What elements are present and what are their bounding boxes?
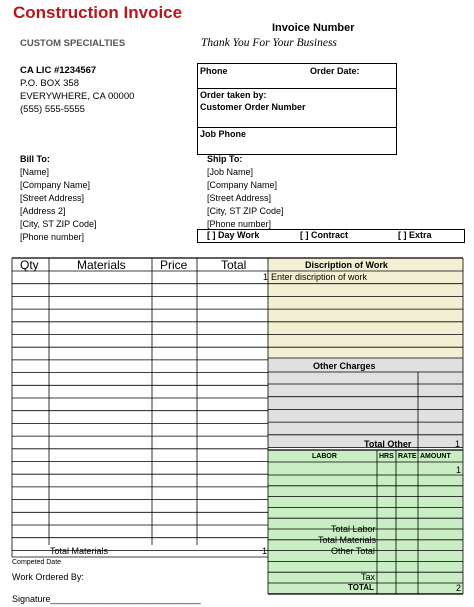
customer-order-number-field[interactable]: Customer Order Number	[200, 102, 306, 112]
tax-label: Tax	[361, 572, 376, 582]
material-row-total: 1	[263, 272, 269, 282]
labor-row-amount: 1	[456, 465, 462, 475]
phone-field[interactable]: Phone	[200, 66, 228, 76]
invoice-number-label: Invoice Number	[272, 22, 355, 34]
total-other-label: Total Other	[364, 439, 412, 449]
bill-to-phone[interactable]: [Phone number]	[20, 232, 85, 242]
order-taken-by-field[interactable]: Order taken by:	[200, 90, 267, 100]
license-number: CA LIC #1234567	[20, 65, 97, 76]
day-work-checkbox[interactable]: [ ] Day Work	[207, 230, 260, 240]
qty-header: Qty	[20, 258, 39, 272]
ship-to-job-name[interactable]: [Job Name]	[207, 167, 254, 177]
bill-to-address2[interactable]: [Address 2]	[20, 206, 66, 216]
ship-to-city[interactable]: [City, ST ZIP Code]	[207, 206, 284, 216]
company-name: CUSTOM SPECIALTIES	[20, 38, 126, 49]
labor-header: LABOR	[312, 453, 337, 460]
company-phone: (555) 555-5555	[20, 104, 85, 115]
total-materials-summary-label: Total Materials	[318, 535, 377, 545]
rate-header: RATE	[398, 453, 417, 460]
invoice-title: Construction Invoice	[13, 3, 183, 22]
price-header: Price	[160, 258, 188, 272]
bill-to-name[interactable]: [Name]	[20, 167, 50, 177]
hrs-header: HRS	[379, 453, 394, 460]
other-total-label: Other Total	[331, 546, 375, 556]
completed-date-label[interactable]: Competed Date	[12, 559, 62, 566]
city-state-zip: EVERYWHERE, CA 00000	[20, 91, 135, 102]
ship-to-company[interactable]: [Company Name]	[207, 180, 278, 190]
total-other-value: 1	[455, 439, 461, 449]
bill-to-street[interactable]: [Street Address]	[20, 193, 85, 203]
thank-you-note: Thank You For Your Business	[201, 37, 337, 49]
bill-to-city[interactable]: [City, ST ZIP Code]	[20, 219, 97, 229]
grand-total-label: TOTAL	[348, 583, 374, 592]
bill-to-company[interactable]: [Company Name]	[20, 180, 91, 190]
amount-header: AMOUNT	[420, 453, 451, 460]
other-charges-header: Other Charges	[313, 361, 376, 371]
work-description-header: Discription of Work	[305, 260, 388, 270]
total-labor-label: Total Labor	[331, 524, 376, 534]
total-materials-value: 1	[262, 546, 268, 556]
po-box: P.O. BOX 358	[20, 78, 79, 89]
signature-field[interactable]: Signature______________________________	[12, 594, 201, 604]
ship-to-label: Ship To:	[207, 154, 243, 164]
ship-to-street[interactable]: [Street Address]	[207, 193, 272, 203]
total-header: Total	[221, 258, 247, 272]
order-date-field[interactable]: Order Date:	[310, 66, 360, 76]
bill-to-label: Bill To:	[20, 154, 50, 164]
work-description-input[interactable]: Enter discription of work	[271, 272, 368, 282]
materials-header: Materials	[77, 258, 126, 272]
work-ordered-by-field[interactable]: Work Ordered By:	[12, 572, 84, 582]
total-materials-label: Total Materials	[50, 546, 109, 556]
extra-checkbox[interactable]: [ ] Extra	[398, 230, 432, 240]
ship-to-phone[interactable]: [Phone number]	[207, 219, 272, 229]
contract-checkbox[interactable]: [ ] Contract	[300, 230, 348, 240]
grand-total-value: 2	[456, 583, 462, 593]
job-phone-field[interactable]: Job Phone	[200, 129, 247, 139]
